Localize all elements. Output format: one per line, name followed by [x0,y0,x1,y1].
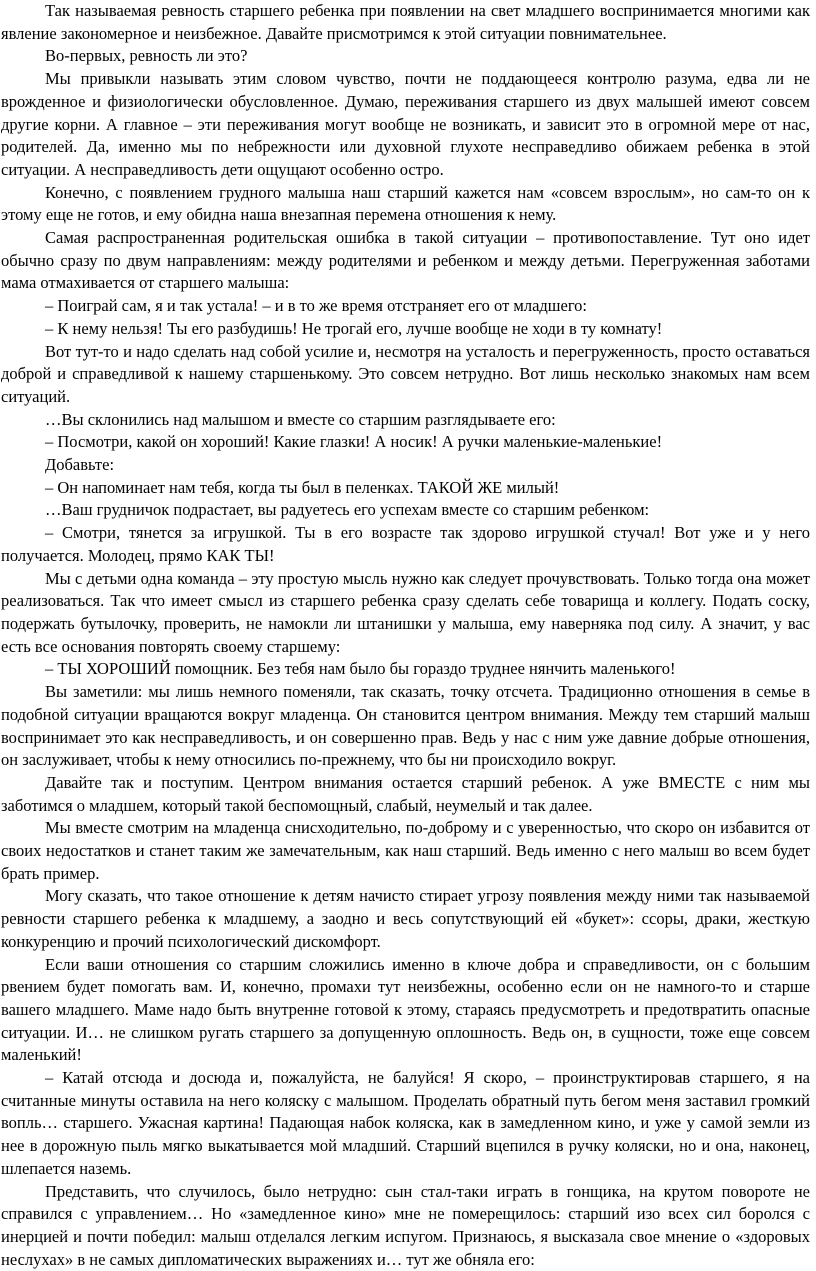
paragraph: Вот тут-то и надо сделать над собой усилие и, несмотря на усталость и перегруженность, просто оставаться доброй и справедливой к нашему старшенькому. Это совсем нетрудно. Вот лишь несколько знакомых нам всем ситуаций. [1,341,810,406]
paragraph: …Ваш грудничок подрастает, вы радуетесь его успехам вместе со старшим ребенком: [45,500,650,520]
paragraph: Если ваши отношения со старшим сложились именно в ключе добра и справедливости, он с большим рвением будет помогать вам. И, конечно, промахи тут неизбежны, особенно если он не намного-то и старше вашего младшего. Маме надо быть внутренне готовой к этому, стараясь предусмотреть и предотвратить опасные ситуации. И… не слишком ругать старшего за допущенную оплошность. Ведь он, в сущности, тоже еще совсем маленький! [1,954,810,1065]
paragraph: – ТЫ ХОРОШИЙ помощник. Без тебя нам было бы гораздо труднее нянчить маленького! [45,659,676,679]
paragraph: – Поиграй сам, я и так устала! – и в то же время отстраняет его от младшего: [45,296,588,316]
paragraph: – Он напоминает нам тебя, когда ты был в пеленках. ТАКОЙ ЖЕ милый! [45,477,560,497]
paragraph: Мы с детьми одна команда – эту простую мысль нужно как следует прочувствовать. Только тогда она может реализоваться. Так что имеет смысл из старшего ребенка сразу сделать себе товарища и коллегу. Подать соску, подержать бутылочку, проверить, не намокли ли штанишки у малыша, ему наверняка под силу. А значит, у вас есть все основания повторять своему старшему: [1,568,810,656]
paragraph: – К нему нельзя! Ты его разбудишь! Не трогай его, лучше вообще не ходи в ту комнату! [45,318,663,338]
paragraph: – Катай отсюда и досюда и, пожалуйста, не балуйся! Я скоро, – проинструктировав старшего, я на считанные минуты оставила на него коляску с малышом. Проделать обратный путь бегом меня заставил громкий вопль… старшего. Ужасная картина! Падающая набок коляска, как в замедленном кино, и уже у самой земли из нее в дорожную пыль мягко выкатывается мой младший. Старший вцепился в ручку коляски, но и она, наконец, шлепается наземь. [1,1068,810,1178]
paragraph: Могу сказать, что такое отношение к детям начисто стирает угрозу появления между ними так называемой ревности старшего ребенка к младшему, а заодно и весь сопутствующий ей «букет»: ссоры, драки, жесткую конкуренцию и прочий психологический дискомфорт. [1,886,810,951]
paragraph: …Вы склонились над малышом и вместе со старшим разглядываете его: [45,409,556,429]
paragraph: Представить, что случилось, было нетрудно: сын стал-таки играть в гонщика, на крутом повороте не справился с управлением… Но «замедленное кино» мне не померещилось: старший изо всех сил боролся с инерцией и почти победил: малыш отделался легким испугом. Признаюсь, я высказала свое мнение о «здоровых неслухах» в не самых дипломатических выражениях и… тут же обняла его: [1,1181,810,1269]
paragraph: – Смотри, тянется за игрушкой. Ты в его возрасте так здорово игрушкой стучал! Вот уже и у него получается. Молодец, прямо КАК ТЫ! [1,523,810,565]
paragraph: Мы вместе смотрим на младенца снисходительно, по-доброму и с уверенностью, что скоро он избавится от своих недостатков и станет таким же замечательным, как наш старший. Ведь именно с него малыш во всем будет брать пример. [1,818,810,883]
paragraph: Вы заметили: мы лишь немного поменяли, так сказать, точку отсчета. Традиционно отношения в семье в подобной ситуации вращаются вокруг младенца. Он становится центром внимания. Между тем старший малыш воспринимает это как несправедливость, и он совершенно прав. Ведь у нас с ним уже давние добрые отношения, он заслуживает, чтобы к нему относились по-прежнему, что бы ни происходило вокруг. [1,682,810,770]
paragraph: Во-первых, ревность ли это? [45,46,248,66]
paragraph: Давайте так и поступим. Центром внимания остается старший ребенок. А уже ВМЕСТЕ с ним мы заботимся о младшем, который такой беспомощный, слабый, неумелый и так далее. [1,772,810,815]
paragraph: Конечно, с появлением грудного малыша наш старший кажется нам «совсем взрослым», но сам-то он к этому еще не готов, и ему обидна наша внезапная перемена отношения к нему. [1,182,810,225]
paragraph: – Посмотри, какой он хороший! Какие глазки! А носик! А ручки маленькие-маленькие! [45,432,663,452]
paragraph: Самая распространенная родительская ошибка в такой ситуации – противопоставление. Тут оно идет обычно сразу по двум направлениям: между родителями и ребенком и между детьми. Перегруженная заботами мама отмахивается от старшего малыша: [1,228,810,293]
paragraph: Так называемая ревность старшего ребенка при появлении на свет младшего воспринимается многими как явление закономерное и неизбежное. Давайте присмотримся к этой ситуации повнимательнее. [1,1,810,43]
paragraph: Мы привыкли называть этим словом чувство, почти не поддающееся контролю разума, едва ли не врожденное и физиологически обусловленное. Думаю, переживания старшего из двух малышей имеют совсем другие корни. А главное – эти переживания могут вообще не возникать, и зависит это в огромной мере от нас, родителей. Да, именно мы по небрежности или духовной глухоте несправедливо обижаем ребенка в этой ситуации. А несправедливость дети ощущают особенно остро. [1,69,810,179]
paragraph: Добавьте: [45,455,115,475]
